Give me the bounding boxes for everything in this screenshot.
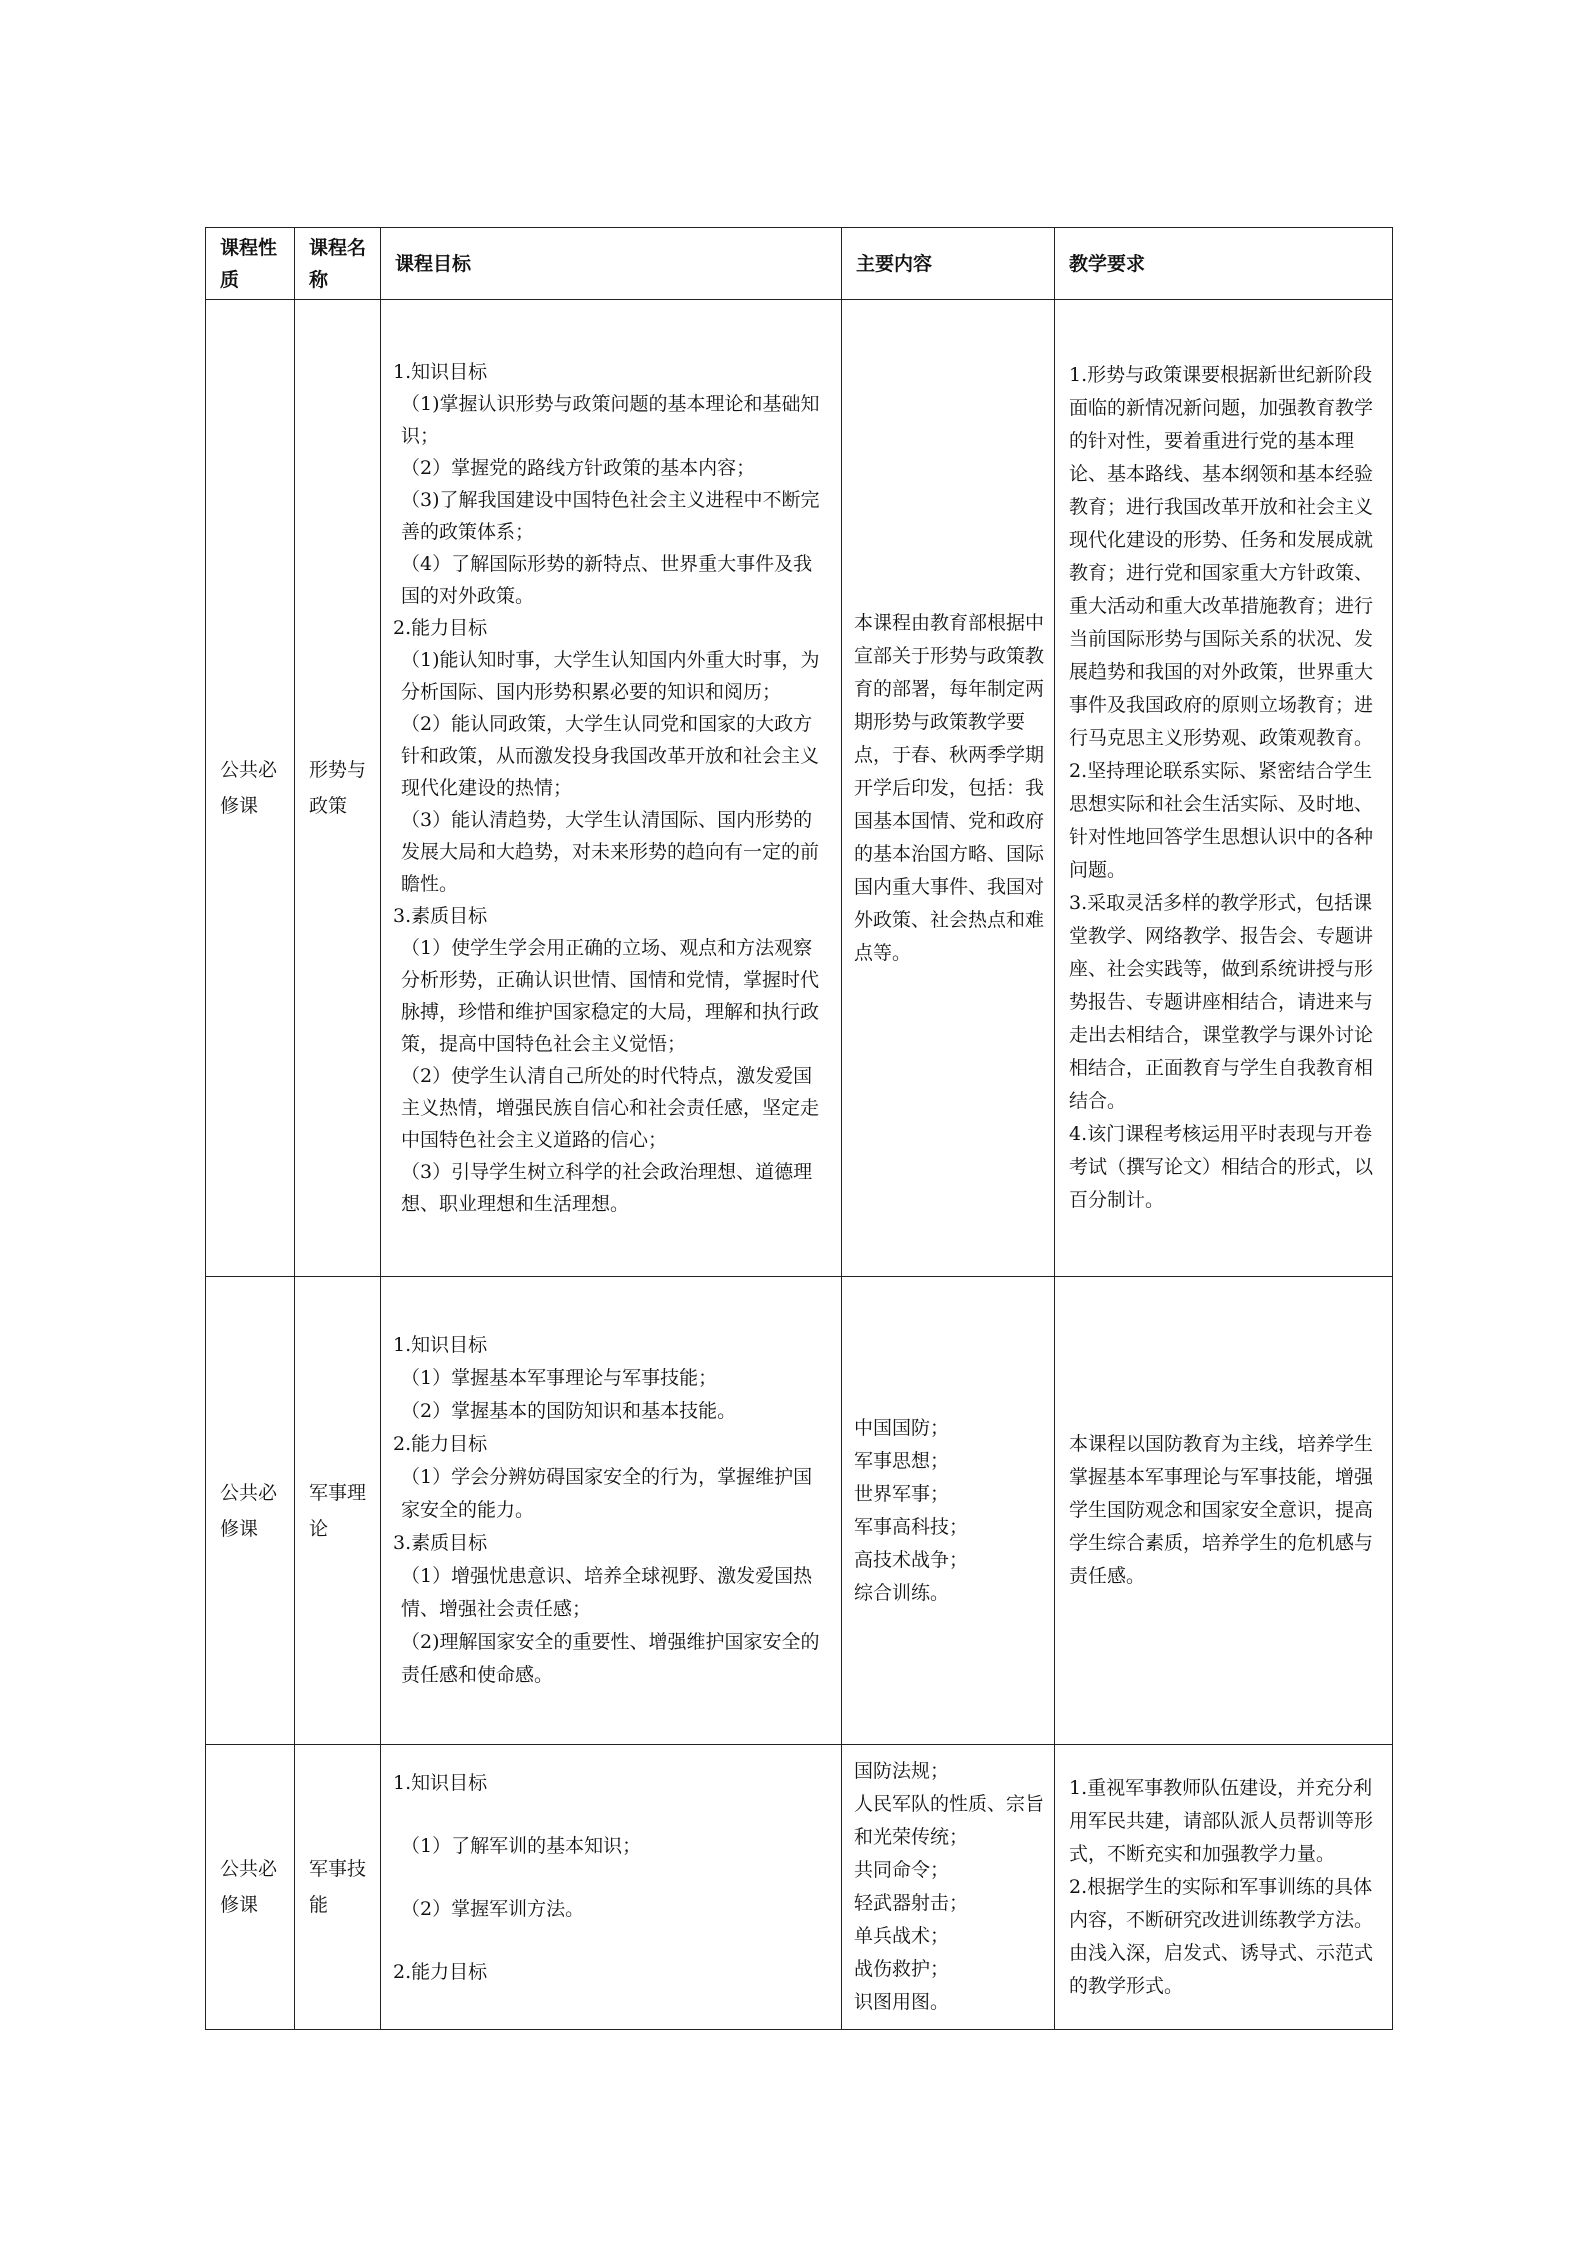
- course-nature-cell: 公共必修课: [206, 1745, 295, 2030]
- requirement-line: 4.该门课程考核运用平时表现与开卷考试（撰写论文）相结合的形式，以百分制计。: [1069, 1123, 1374, 1211]
- requirement-line: 1.重视军事教师队伍建设，并充分利用军民共建，请部队派人员帮训等形式，不断充实和加强教学力量。: [1069, 1776, 1374, 1865]
- goal-line: （1）使学生学会用正确的立场、观点和方法观察分析形势，正确认识世情、国情和党情，掌握时代脉搏，珍惜和维护国家稳定的大局，理解和执行政策，提高中国特色社会主义觉悟；: [401, 937, 820, 1055]
- content-item: 人民军队的性质、宗旨和光荣传统；: [854, 1793, 1045, 1848]
- course-requirements-cell: [1055, 1277, 1393, 1745]
- goal-line: （2）使学生认清自己所处的时代特点，激发爱国主义热情，增强民族自信心和社会责任感，坚定走中国特色社会主义道路的信心；: [401, 1065, 820, 1151]
- header-nature: 课程性质: [206, 228, 295, 300]
- goal-line: （2）掌握党的路线方针政策的基本内容；: [401, 457, 756, 479]
- course-nature-cell: 公共必修课: [206, 300, 295, 1277]
- goal-line: 1.知识目标: [393, 1772, 488, 1794]
- requirement-line: 2.坚持理论联系实际、紧密结合学生思想实际和社会生活实际、及时地、针对性地回答学生思想认识中的各种问题。: [1069, 760, 1374, 881]
- goal-line: （1）学会分辨妨碍国家安全的行为，掌握维护国家安全的能力。: [401, 1466, 813, 1521]
- goal-line: （3）能认清趋势，大学生认清国际、国内形势的发展大局和大趋势，对未来形势的趋向有一定的前瞻性。: [401, 809, 820, 895]
- requirement-line: 2.根据学生的实际和军事训练的具体内容，不断研究改进训练教学方法。由浅入深，启发式、诱导式、示范式的教学形式。: [1069, 1875, 1374, 1997]
- goal-line: （2）能认同政策，大学生认同党和国家的大政方针和政策，从而激发投身我国改革开放和社会主义现代化建设的热情；: [401, 713, 820, 799]
- content-item: 军事思想；: [854, 1449, 950, 1472]
- goal-line: （1)掌握认识形势与政策问题的基本理论和基础知识；: [401, 393, 820, 447]
- goal-line: 3.素质目标: [393, 905, 488, 927]
- table-row: [206, 1277, 1393, 1745]
- goal-line: （3)了解我国建设中国特色社会主义进程中不断完善的政策体系；: [401, 489, 820, 543]
- course-nature-cell: 公共必修课: [206, 1277, 295, 1745]
- content-item: 国防法规；: [854, 1760, 950, 1782]
- course-name-cell: 军事技能: [295, 1745, 381, 2030]
- content-item: 轻武器射击；: [854, 1892, 969, 1914]
- course-requirements-cell: [1055, 300, 1393, 1277]
- content-item: 共同命令；: [854, 1859, 950, 1881]
- goal-line: （1）增强忧患意识、培养全球视野、激发爱国热情、增强社会责任感；: [401, 1565, 813, 1620]
- goal-line: （4）了解国际形势的新特点、世界重大事件及我国的对外政策。: [401, 553, 813, 607]
- course-name-cell: 军事理论: [295, 1277, 381, 1745]
- table-row: [206, 300, 1393, 1277]
- requirement-line: 1.形势与政策课要根据新世纪新阶段面临的新情况新问题，加强教育教学的针对性，要着重进行党的基本理论、基本路线、基本纲领和基本经验教育；进行我国改革开放和社会主义现代化建设的形势、任务和发展成就教育；进行党和国家重大方针政策、重大活动和重大改革措施教育；进行当前国际形势与国际关系的状况、发展趋势和我国的对外政策，世界重大事件及我国政府的原则立场教育；进行马克思主义形势观、政策观教育。: [1069, 364, 1374, 749]
- content-item: 中国国防；: [854, 1416, 950, 1439]
- content-item: 识图用图。: [854, 1991, 950, 2013]
- course-goals-cell: [381, 300, 842, 1277]
- header-row: [206, 228, 1393, 300]
- goal-line: 1.知识目标: [393, 361, 488, 383]
- goal-line: 3.素质目标: [393, 1532, 488, 1554]
- course-name-cell: 形势与政策: [295, 300, 381, 1277]
- course-content-cell: [842, 1277, 1055, 1745]
- header-name: 课程名称: [295, 228, 381, 300]
- content-item: 综合训练。: [854, 1581, 950, 1604]
- goal-line: 2.能力目标: [393, 1433, 488, 1455]
- course-goals-cell: [381, 1745, 842, 2030]
- course-table: [205, 227, 1393, 2030]
- goal-line: （1）了解军训的基本知识；: [401, 1835, 642, 1857]
- goal-line: （3）引导学生树立科学的社会政治理想、道德理想、职业理想和生活理想。: [401, 1161, 813, 1215]
- table-row: [206, 1745, 1393, 2030]
- header-goals: 课程目标: [381, 228, 842, 300]
- content-item: 高技术战争；: [854, 1548, 969, 1571]
- goal-line: （1)能认知时事，大学生认知国内外重大时事，为分析国际、国内形势积累必要的知识和阅历；: [401, 649, 820, 703]
- content-item: 军事高科技；: [854, 1515, 969, 1538]
- goal-line: 2.能力目标: [393, 1961, 488, 1983]
- course-content-cell: [842, 1745, 1055, 2030]
- content-item: 单兵战术；: [854, 1925, 950, 1947]
- course-content-cell: 本课程由教育部根据中宣部关于形势与政策教育的部署，每年制定两期形势与政策教学要点，于春、秋两季学期开学后印发，包括：我国基本国情、党和政府的基本治国方略、国际国内重大事件、我国对外政策、社会热点和难点等。: [842, 300, 1055, 1277]
- requirement-line: 本课程以国防教育为主线，培养学生掌握基本军事理论与军事技能，增强学生国防观念和国家安全意识，提高学生综合素质，培养学生的危机感与责任感。: [1069, 1433, 1374, 1587]
- header-requirements: 教学要求: [1055, 228, 1393, 300]
- goal-line: （2）掌握军训方法。: [401, 1898, 585, 1920]
- requirement-line: 3.采取灵活多样的教学形式，包括课堂教学、网络教学、报告会、专题讲座、社会实践等，做到系统讲授与形势报告、专题讲座相结合，请进来与走出去相结合，课堂教学与课外讨论相结合，正面教育与学生自我教育相结合。: [1069, 892, 1374, 1112]
- content-item: 世界军事；: [854, 1482, 950, 1505]
- course-goals-cell: [381, 1277, 842, 1745]
- course-requirements-cell: [1055, 1745, 1393, 2030]
- goal-line: （1）掌握基本军事理论与军事技能；: [401, 1367, 718, 1389]
- header-content: 主要内容: [842, 228, 1055, 300]
- goal-line: （2）掌握基本的国防知识和基本技能。: [401, 1400, 737, 1422]
- goal-line: （2)理解国家安全的重要性、增强维护国家安全的责任感和使命感。: [401, 1631, 820, 1686]
- goal-line: 2.能力目标: [393, 617, 488, 639]
- goal-line: 1.知识目标: [393, 1334, 488, 1356]
- content-item: 战伤救护；: [854, 1958, 950, 1980]
